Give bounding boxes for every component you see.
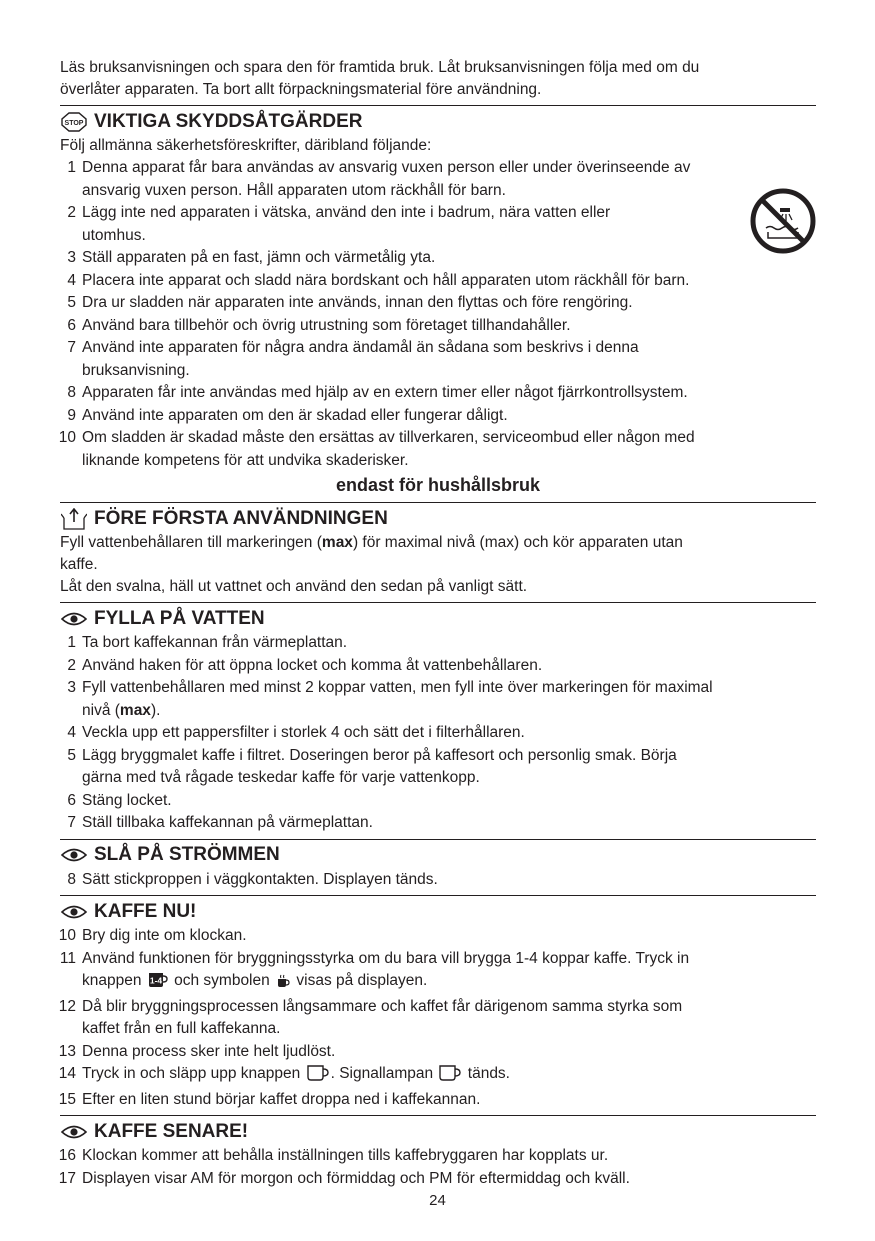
household-note: endast för hushållsbruk (335, 475, 541, 495)
list-item: 12 Då blir bryggningsprocessen långsammare och kaffet får därigenom samma styrka som kaffet från en full kaffekanna. (58, 997, 683, 1037)
list-item: 1 Denna apparat får bara användas av ansvarig vuxen person eller under överinseende av ansvarig vuxen person. Håll apparaten utom räckhåll för barn. (67, 159, 691, 199)
cup-button-icon (307, 1065, 329, 1089)
list-item: 2 Lägg inte ned apparaten i vätska, använd den inte i badrum, nära vatten eller utomhus. (67, 204, 611, 244)
svg-text:1-4: 1-4 (149, 975, 162, 986)
list-item: 9 Använd inte apparaten om den är skadad eller fungerar dåligt. (67, 406, 508, 424)
list-item: 10 Bry dig inte om klockan. (58, 927, 247, 944)
list-item: 3 Fyll vattenbehållaren med minst 2 koppar vatten, men fyll inte över markeringen för maximal nivå (max). (67, 679, 713, 719)
list-item: 17 Displayen visar AM för morgon och förmiddag och PM för eftermiddag och kväll. (58, 1169, 630, 1187)
list-item: 5 Dra ur sladden när apparaten inte används, innan den flyttas och före rengöring. (67, 294, 633, 311)
list-item: 5 Lägg bryggmalet kaffe i filtret. Doseringen beror på kaffesort och personlig smak. Börja gärna med två rågade teskedar kaffe för varje vattenkopp. (67, 746, 677, 786)
list-item: 15 Efter en liten stund börjar kaffet droppa ned i kaffekannan. (58, 1090, 481, 1108)
stop-icon (60, 112, 88, 132)
section-heading-first-use: FÖRE FÖRSTA ANVÄNDNINGEN (60, 502, 816, 532)
list-item: 16 Klockan kommer att behålla inställningen tills kaffebryggaren har kopplats ur. (58, 1147, 609, 1164)
list-item: 1 Ta bort kaffekannan från värmeplattan. (67, 634, 348, 651)
strength-button-icon (148, 972, 168, 996)
list-item: 11 Använd funktionen för bryggningsstyrka om du bara vill brygga 1-4 koppar kaffe. Tryck in knappen 1-4 och symbolen visas på displayen. (60, 948, 816, 996)
list-item: 7 Ställ tillbaka kaffekannan på värmeplattan. (67, 814, 373, 831)
list-item: 6 Stäng locket. (67, 791, 172, 809)
svg-text:STOP: STOP (64, 119, 84, 127)
fill-water-list (60, 632, 816, 835)
signal-lamp-icon (439, 1065, 461, 1089)
list-item: 14 Tryck in och släpp upp knappen . Signallampan tänds. (60, 1063, 816, 1089)
eye-icon (60, 904, 88, 920)
coffee-later-list (60, 1145, 816, 1190)
section-heading-safety: STOP VIKTIGA SKYDDSÅTGÄRDER (60, 105, 816, 135)
list-item: 2 Använd haken för att öppna locket och komma åt vattenbehållaren. (67, 656, 543, 674)
section-heading-power-on: SLÅ PÅ STRÖMMEN (60, 839, 816, 869)
intro-text: Läs bruksanvisningen och spara den för framtida bruk. Låt bruksanvisningen följa med om du överlåter apparaten. Ta bort allt förpackningsmaterial före användning. (60, 59, 700, 98)
no-water-warning-icon (750, 188, 816, 254)
list-item: 4 Placera inte apparat och sladd nära bordskant och håll apparaten utom räckhåll för barn. (67, 271, 690, 289)
list-item: 4 Veckla upp ett pappersfilter i storlek 4 och sätt det i filterhållaren. (67, 724, 525, 741)
cup-symbol-icon (276, 973, 290, 996)
list-item: 10 Om sladden är skadad måste den ersättas av tillverkaren, serviceombud eller någon med liknande kompetens för att undvika skaderisker. (58, 429, 695, 469)
coffee-now-list (60, 925, 816, 1111)
document-page (60, 57, 816, 1190)
eye-icon (60, 847, 88, 863)
eye-icon (60, 611, 88, 627)
list-item: 3 Ställ apparaten på en fast, jämn och värmetålig yta. (67, 249, 436, 266)
power-on-list (60, 869, 816, 892)
page-number: 24 (429, 1192, 446, 1209)
first-use-text: Fyll vattenbehållaren till markeringen (max) för maximal nivå (max) och kör apparaten utan kaffe. Låt den svalna, häll ut vattnet och använd den sedan på vanligt sätt. (60, 534, 683, 595)
eye-icon (60, 1124, 88, 1140)
section-heading-fill-water: FYLLA PÅ VATTEN (60, 602, 816, 632)
safety-list (60, 157, 816, 472)
list-item: 7 Använd inte apparaten för några andra ändamål än sådana som beskrivs i denna bruksanvisning. (67, 339, 639, 379)
unbox-icon (60, 508, 88, 530)
list-item: 13 Denna process sker inte helt ljudlöst. (58, 1042, 336, 1060)
section-heading-coffee-later: KAFFE SENARE! (60, 1115, 816, 1145)
list-item: 8 Apparaten får inte användas med hjälp av en extern timer eller något fjärrkontrollsystem. (67, 384, 688, 401)
list-item: 6 Använd bara tillbehör och övrig utrustning som företaget tillhandahåller. (67, 316, 571, 334)
list-item: 8 Sätt stickproppen i väggkontakten. Displayen tänds. (67, 870, 438, 888)
safety-lead: Följ allmänna säkerhetsföreskrifter, däribland följande: (60, 137, 432, 154)
section-heading-coffee-now: KAFFE NU! (60, 895, 816, 925)
